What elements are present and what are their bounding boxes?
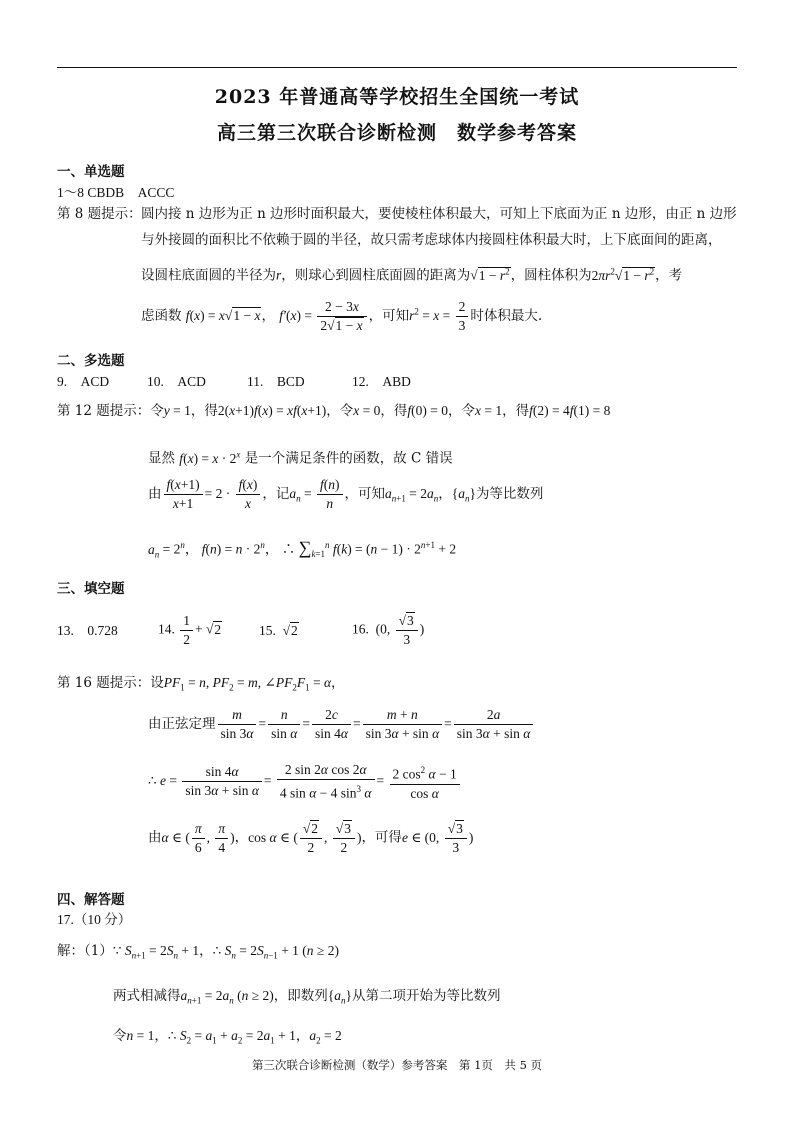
top-rule [57,67,737,68]
hint-8-line-3: 设圆柱底面圆的半径为r，则球心到圆柱底面圆的距离为$√1 - r^2$，圆柱体积为$2\pi r^2√1 - r^2$，考 [141,266,683,284]
answer-12: 12. ABD [352,374,411,389]
answer-11: 11. BCD [247,374,305,389]
section-heading-multi-choice: 二、多选题 [57,353,125,369]
section-heading-solutions: 四、解答题 [57,892,125,908]
solution-17-line-2: 两式相减得$a_{n+1} = 2a_n$ (n ≥ 2)，即数列$\{a_n\}$从第二项开始为等比数列 [113,988,501,1006]
hint-16-line-2: 由正弦定理 $\frac{m}{\sin 3\alpha}$ = $\frac{n}{\text{sin α}}$ = $\frac{2c}{\sin 4\alpha}$ = $\frac{m + n}{\text{sin 3α + sin α}}$ = $\frac{2a}{\text{sin 3α + sin α}}$ [148,706,535,743]
hint-12-line-3: 由 $\frac{f(x+1)}{x+1}$ = 2 · $\frac{f(x)}{x}$ ，记$a_n$ = $\frac{f(n)}{n}$ ，可知$a_{n+1} = 2a_n$，$\{a_n\}$为等比数列 [148,477,544,511]
hint-8-text: 圆内接 n 边形为正 n 边形时面积最大，要使棱柱体积最大，可知上下底面为正 n 边形，由正 n 边形与外接圆的面积比不依赖于圆的半径，故只需考虑球体内接圆柱体积最大时，上下底面间的距离， [141,206,737,248]
answer-key-title: 高三第三次联合诊断检测 数学参考答案 [216,122,577,144]
answer-13: 13. 0.728 [57,623,118,638]
answer-16: 16. (0, $\frac{√3}{3}$ ) [352,613,425,647]
exam-title: 2023 年普通高等学校招生全国统一考试 [214,86,580,108]
answer-15: 15. √2 [259,623,298,638]
hint-12-line-4: $a_n = 2^n$， $f(n) = n \cdot 2^n$， ∴ $\sum_{k=1}^n$ $f(k) = (n - 1) \cdot 2^{n+1} + 2$ [148,537,457,560]
hint-16-line-1: 第 16 题提示：设$PF_1 = n$, $PF_2 = m$, $\angle PF_2F_1 = \alpha$， [57,675,345,693]
hint-12-line-2: 显然 $f(x) = x \cdot 2^x$ 是一个满足条件的函数，故 C 错误 [148,449,453,467]
page-footer: 第三次联合诊断检测（数学）参考答案 第 1页 共 5 页 [251,1058,543,1072]
answers-1-8: 1～8 CBDB ACCC [57,185,175,200]
question-17-label: 17.（10 分） [57,912,132,927]
hint-16-line-4: 由α ∈ ( $\frac{\pi}{6}$ , $\frac{\pi}{4}$ )，cos α ∈ ( $\frac{√2}{2}$ , $\frac{√3}{2}$ )，可得e ∈ (0, $\frac{√3}{3}$ ) [148,821,474,855]
solution-17-line-3: 令n = 1，∴ $S_2 = a_1 + a_2 = 2a_1 + 1$，$a_2 = 2$ [113,1028,342,1046]
answer-14: 14. $\frac{1}{2}$ + √2 [158,613,222,647]
answer-9: 9. ACD [57,374,110,389]
hint-8-line-4: 虑函数 f(x) = x√1 − x， f′(x) = $\frac{2 - 3x}{2√1 - x}$ ，可知$r^2 = x$ = $\frac{2}{3}$ 时体积最大. [141,299,543,333]
hint-16-line-3: ∴ e = $\frac{\sin 4\alpha}{\text{sin 3α + sin α}}$ = $\frac{\text{2 sin 2α cos 2α}}{4 \sin \alpha - 4 \sin^3 \alpha}$ = $\frac{2 \cos^2 \alpha - 1}{\text{cos α}}$ [148,761,462,803]
hint-12-line-1: 第 12 题提示：令y = 1，得2(x+1)f(x) = xf(x+1)，令x = 0，得f(0) = 0，令x = 1，得f(2) = 4f(1) = 8 [57,403,611,419]
section-heading-single-choice: 一、单选题 [57,164,125,180]
answer-10: 10. ACD [147,374,206,389]
hint-8-label: 第 8 题提示： [57,206,142,222]
section-heading-fill-blank: 三、填空题 [57,581,125,597]
solution-17-line-1: 解：（1）∵ $S_{n+1} = 2S_n + 1$，∴ $S_n = 2S_{n-1} + 1$ (n ≥ 2) [57,943,339,961]
